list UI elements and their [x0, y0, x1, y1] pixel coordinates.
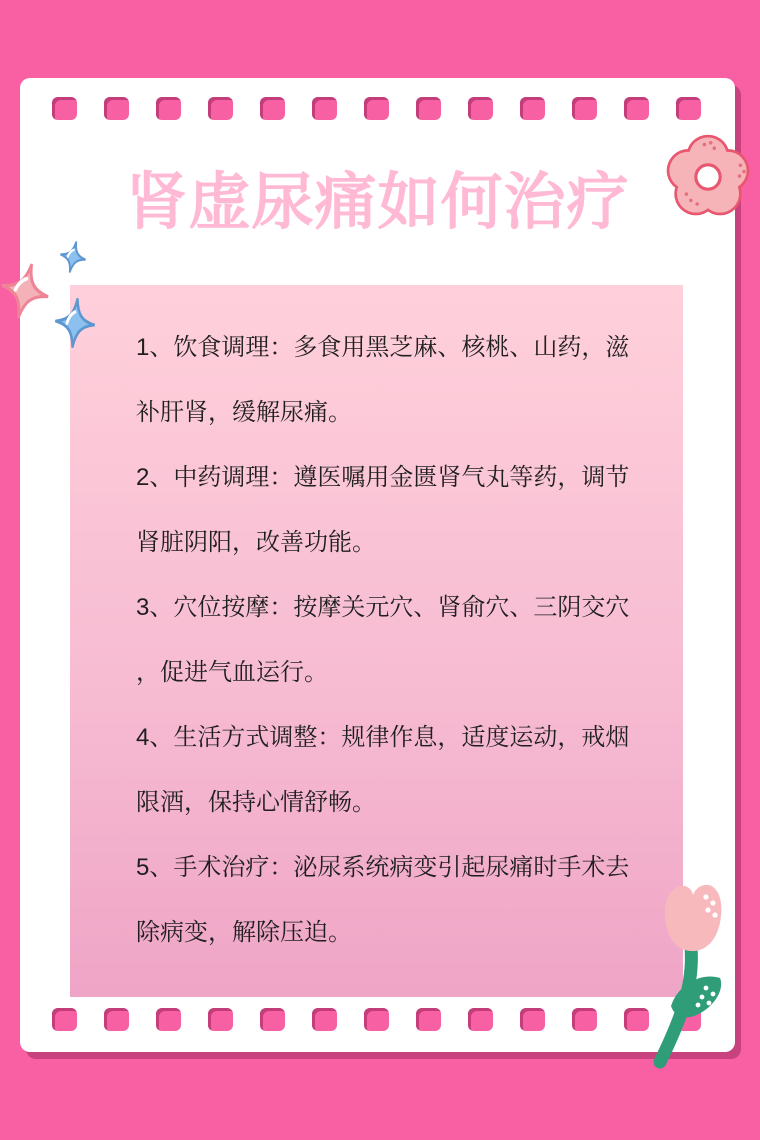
film-hole: [468, 1008, 493, 1031]
page-title: 肾虚尿痛如何治疗: [125, 168, 630, 237]
list-item-4-line-1: 4、生活方式调整：规律作息，适度运动，戒烟: [136, 724, 630, 751]
film-hole: [416, 97, 441, 120]
film-hole: [312, 1008, 337, 1031]
film-hole: [104, 97, 129, 120]
sparkle-blue-medium-icon: [52, 296, 97, 350]
flower-icon: [663, 132, 753, 222]
film-strip-top: [52, 97, 701, 120]
film-hole: [260, 1008, 285, 1031]
film-hole: [364, 97, 389, 120]
film-hole: [52, 1008, 77, 1031]
film-hole: [364, 1008, 389, 1031]
film-hole: [468, 97, 493, 120]
film-hole: [416, 1008, 441, 1031]
film-hole: [572, 1008, 597, 1031]
list-item-3-line-2: ，促进气血运行。: [136, 659, 328, 686]
film-hole: [208, 1008, 233, 1031]
list-item-5-line-1: 5、手术治疗：泌尿系统病变引起尿痛时手术去: [136, 854, 630, 881]
list-item-5-line-2: 除病变，解除压迫。: [136, 919, 352, 946]
film-hole: [624, 97, 649, 120]
film-hole: [156, 97, 181, 120]
list-item-1-line-1: 1、饮食调理：多食用黑芝麻、核桃、山药，滋: [136, 334, 630, 361]
film-hole: [208, 97, 233, 120]
film-hole: [520, 1008, 545, 1031]
film-hole: [260, 97, 285, 120]
film-hole: [104, 1008, 129, 1031]
content-box: [70, 285, 683, 997]
film-hole: [156, 1008, 181, 1031]
film-hole: [52, 97, 77, 120]
film-hole: [676, 97, 701, 120]
list-item-4-line-2: 限酒，保持心情舒畅。: [136, 789, 376, 816]
list-item-1-line-2: 补肝肾，缓解尿痛。: [136, 399, 352, 426]
film-hole: [572, 97, 597, 120]
film-hole: [312, 97, 337, 120]
treatment-list: [136, 315, 663, 965]
list-item-3-line-1: 3、穴位按摩：按摩关元穴、肾俞穴、三阴交穴: [136, 594, 630, 621]
film-hole: [520, 97, 545, 120]
list-item-2-line-1: 2、中药调理：遵医嘱用金匮肾气丸等药，调节: [136, 464, 630, 491]
tulip-icon: [598, 866, 760, 1100]
list-item-2-line-2: 肾脏阴阳，改善功能。: [136, 529, 376, 556]
